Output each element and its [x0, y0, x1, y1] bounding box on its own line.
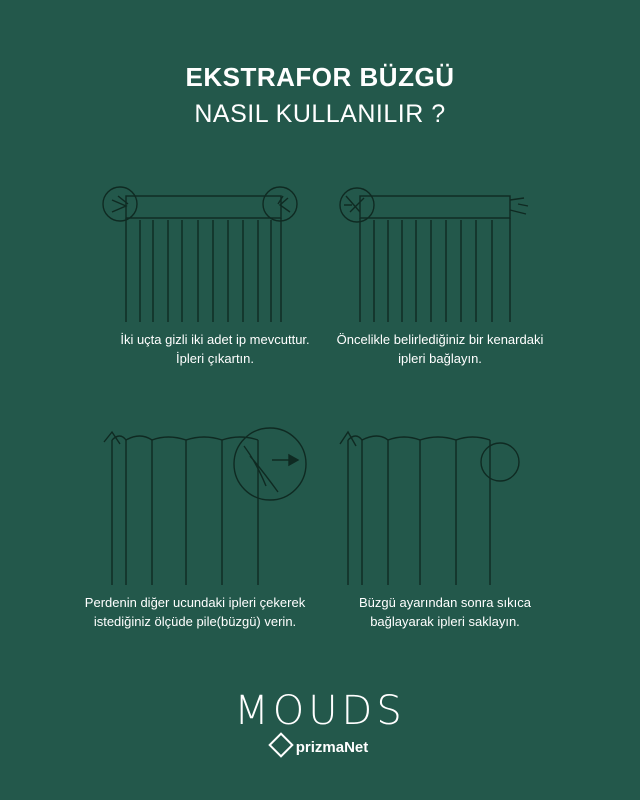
cord-circle-icon [234, 428, 306, 500]
cord-circle-icon [263, 187, 297, 221]
step2-illustration [340, 188, 528, 322]
brand-logo: MOUDS [234, 688, 406, 734]
step2-caption [300, 330, 580, 368]
step4-caption [305, 593, 585, 631]
step1-illustration [103, 187, 297, 322]
diamond-logo-icon [268, 732, 293, 757]
step2-line2: ipleri bağlayın. [398, 351, 482, 366]
step4-line1: Büzgü ayarından sonra sıkıca [359, 595, 531, 610]
step1-line2: İpleri çıkartın. [175, 351, 255, 366]
step3-illustration [104, 428, 306, 585]
step2-line1: Öncelikle belirlediğiniz bir kenardaki [336, 332, 544, 347]
step3-line2: istediğiniz ölçüde pile(büzgü) verin. [93, 614, 297, 629]
brand-sub-text: prizmaNet [295, 739, 369, 756]
cord-circle-icon [481, 443, 519, 481]
step1-line1: İki uçta gizli iki adet ip mevcuttur. [120, 332, 310, 347]
step4-illustration [340, 432, 519, 585]
brand-sub [0, 736, 640, 756]
step3-caption [55, 593, 335, 631]
page-subtitle: NASIL KULLANILIR ? [194, 100, 446, 128]
step3-line1: Perdenin diğer ucundaki ipleri çekerek [84, 595, 306, 610]
arrow-right-icon [272, 455, 298, 465]
step4-line2: bağlayarak ipleri saklayın. [370, 614, 520, 629]
page-title: EKSTRAFOR BÜZGÜ [185, 62, 455, 92]
